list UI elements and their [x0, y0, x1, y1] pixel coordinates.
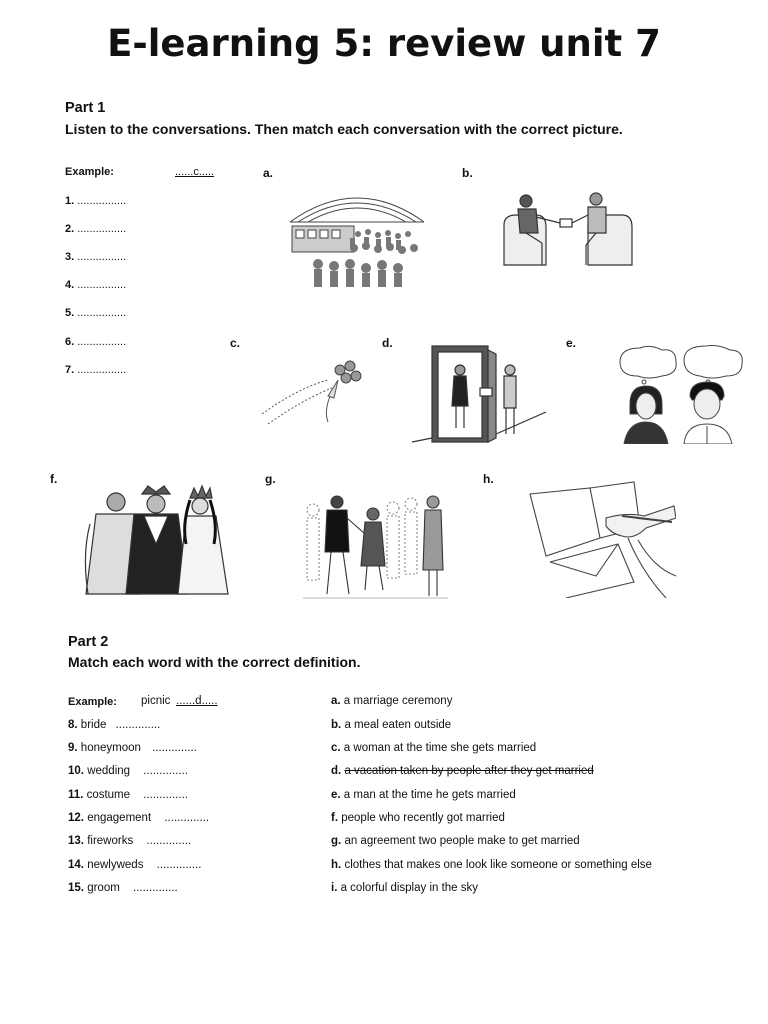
definition-letter: g.	[331, 835, 342, 847]
answer-blank-2[interactable]	[65, 223, 126, 235]
definition-letter: b.	[331, 719, 342, 731]
answer-blank-3[interactable]	[65, 251, 126, 263]
picture-label-g: g.	[265, 472, 276, 486]
word-text: fireworks	[87, 835, 134, 847]
word-text: newlyweds	[87, 859, 144, 871]
definition-g	[331, 835, 580, 847]
blank-line: ................	[77, 307, 127, 319]
word-blank: ..............	[156, 859, 202, 871]
word-blank: ..............	[133, 882, 178, 894]
picture-label-h: h.	[483, 472, 494, 486]
definition-text: a colorful display in the sky	[340, 882, 479, 894]
word-text: bride	[80, 719, 107, 731]
word-text: engagement	[87, 812, 152, 824]
word-blank: ..............	[146, 835, 192, 847]
picture-label-b: b.	[462, 166, 473, 180]
definition-letter: f.	[331, 812, 339, 824]
word-number: 9.	[68, 742, 78, 754]
picture-label-e: e.	[566, 336, 577, 350]
word-blank: ..............	[164, 812, 210, 824]
definition-f	[331, 812, 505, 824]
definition-letter: d.	[331, 765, 342, 777]
part1-heading: Part 1	[65, 100, 106, 116]
part2-example-answer: ......d.....	[176, 695, 218, 707]
word-number: 8.	[68, 719, 78, 731]
blank-number: 1.	[65, 195, 75, 207]
word-row-9[interactable]	[68, 742, 197, 754]
part2-heading: Part 2	[68, 634, 109, 650]
word-number: 12.	[68, 812, 84, 824]
definition-text: a man at the time he gets married	[343, 789, 516, 801]
blank-line: ................	[77, 195, 127, 207]
blank-line: ................	[77, 223, 127, 235]
definition-i	[331, 882, 478, 894]
definition-text: people who recently got married	[341, 812, 505, 824]
word-blank: ..............	[152, 742, 197, 754]
word-row-13[interactable]	[68, 835, 191, 847]
definition-letter: e.	[331, 789, 341, 801]
word-text: costume	[86, 789, 131, 801]
part1-example-answer: ......c.....	[175, 166, 215, 178]
answer-blank-1[interactable]	[65, 195, 126, 207]
blank-number: 5.	[65, 307, 75, 319]
definition-letter: c.	[331, 742, 341, 754]
blank-number: 2.	[65, 223, 75, 235]
definition-text: a marriage ceremony	[343, 695, 453, 707]
answer-blank-6[interactable]	[65, 336, 126, 348]
word-row-11[interactable]	[68, 789, 188, 801]
picture-label-f: f.	[50, 472, 58, 486]
blank-number: 4.	[65, 279, 75, 291]
answer-blank-7[interactable]	[65, 364, 126, 376]
blank-line: ................	[77, 336, 127, 348]
picture-f-costumes	[82, 484, 232, 596]
word-number: 15.	[68, 882, 84, 894]
definition-e	[331, 789, 516, 801]
definition-letter: i.	[331, 882, 338, 894]
part1-example-label: Example:	[65, 166, 114, 178]
picture-label-c: c.	[230, 336, 241, 350]
definition-text: clothes that makes one look like someone or something else	[344, 859, 652, 871]
word-row-10[interactable]	[68, 765, 188, 777]
picture-label-a: a.	[263, 166, 274, 180]
word-number: 13.	[68, 835, 84, 847]
picture-d-doorway	[412, 342, 546, 446]
blank-line: ................	[77, 251, 127, 263]
word-number: 14.	[68, 859, 84, 871]
word-row-15[interactable]	[68, 882, 178, 894]
picture-g-dancing-couple	[303, 490, 448, 602]
definition-letter: a.	[331, 695, 341, 707]
definition-text: an agreement two people make to get married	[344, 835, 580, 847]
blank-line: ................	[77, 279, 127, 291]
answer-blank-4[interactable]	[65, 279, 126, 291]
word-blank: ..............	[115, 719, 161, 731]
page-title: E-learning 5: review unit 7	[107, 22, 661, 65]
blank-number: 7.	[65, 364, 75, 376]
part1-instruction: Listen to the conversations. Then match each conversation with the correct picture.	[65, 121, 623, 137]
part2-instruction: Match each word with the correct definition.	[68, 654, 361, 670]
word-blank: ..............	[143, 789, 188, 801]
part2-example-label: Example:	[68, 696, 117, 708]
word-row-14[interactable]	[68, 859, 201, 871]
definition-text-struck: a vacation taken by people after they get married	[344, 765, 594, 777]
definition-text: a woman at the time she gets married	[343, 742, 537, 754]
definition-d	[331, 765, 594, 777]
word-blank: ..............	[143, 765, 188, 777]
word-row-8[interactable]	[68, 719, 160, 731]
definition-c	[331, 742, 536, 754]
picture-a-train-station	[288, 182, 426, 290]
word-row-12[interactable]	[68, 812, 209, 824]
definition-b	[331, 719, 451, 731]
definition-a	[331, 695, 452, 707]
picture-c-bouquet	[258, 348, 366, 426]
blank-line: ................	[77, 364, 127, 376]
word-text: wedding	[87, 765, 131, 777]
word-number: 10.	[68, 765, 84, 777]
definition-h	[331, 859, 652, 871]
blank-number: 3.	[65, 251, 75, 263]
answer-blank-5[interactable]	[65, 307, 126, 319]
word-text: honeymoon	[80, 742, 141, 754]
picture-b-gift-exchange	[496, 185, 636, 271]
word-number: 11.	[68, 789, 84, 801]
part2-example-word: picnic	[141, 695, 171, 707]
definition-letter: h.	[331, 859, 342, 871]
picture-label-d: d.	[382, 336, 393, 350]
picture-e-thinking-couple	[614, 344, 746, 444]
picture-h-writing-letter	[526, 478, 676, 598]
definition-text: a meal eaten outside	[344, 719, 452, 731]
word-text: groom	[87, 882, 120, 894]
blank-number: 6.	[65, 336, 75, 348]
